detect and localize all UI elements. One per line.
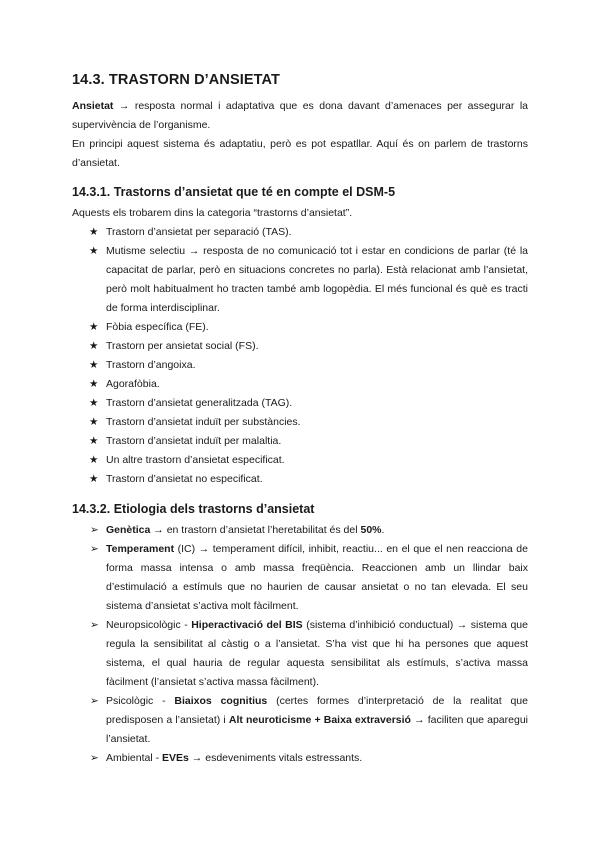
list-item-text: Agorafòbia. <box>106 378 160 390</box>
list-item-ambiental: ➢ Ambiental - EVEs → esdeveniments vitals estressants. <box>72 749 528 768</box>
document-page <box>72 72 528 768</box>
intro-paragraph-2: En principi aquest sistema és adaptatiu, però es pot espatllar. Aquí és on parlem de trastorns d’ansietat. <box>72 138 528 169</box>
list-item <box>72 223 528 242</box>
list-item-text: Mutisme selectiu → resposta de no comunicació tot i estar en condicions de parlar (té la capacitat de parlar, però en situacions concretes no parla). Està relacionat amb l’ansietat, però molt habitualment ho tracten també amb logopèdia. El més funcional és què es tracti de forma interdisciplinar. <box>106 245 528 314</box>
section-title: 14.3. TRASTORN D’ANSIETAT <box>72 72 280 88</box>
list-item-text: Trastorn d’ansietat per separació (TAS). <box>106 226 292 238</box>
list-item <box>72 242 528 318</box>
star-bullet-icon: ★ <box>89 359 99 371</box>
list-item-genetica: ➢ Genètica → en trastorn d’ansietat l’heretabilitat és del 50%. <box>72 521 528 540</box>
subsection-title-etiologia: 14.3.2. Etiologia dels trastorns d’ansietat <box>72 502 315 516</box>
etiology-list <box>72 521 528 768</box>
list-item-text: Trastorn d’ansietat induït per substàncies. <box>106 416 301 428</box>
arrow-bullet-icon: ➢ <box>90 752 99 764</box>
star-bullet-icon: ★ <box>89 340 99 352</box>
list-item <box>72 394 528 413</box>
list-item <box>72 337 528 356</box>
list-item-text: Trastorn per ansietat social (FS). <box>106 340 259 352</box>
arrow-bullet-icon: ➢ <box>90 524 99 536</box>
arrow-bullet-icon: ➢ <box>90 543 99 555</box>
list-item <box>72 413 528 432</box>
list-item-text: Trastorn d’ansietat generalitzada (TAG). <box>106 397 293 409</box>
list-item <box>72 375 528 394</box>
list-item-psicologic: ➢ Psicològic - Biaixos cognitius (certes formes d’interpretació de la realitat que predisposen a l’ansietat) i Alt neuroticisme + Baixa extraversió → faciliten que aparegui l’ansietat. <box>72 692 528 749</box>
term-ansietat: Ansietat <box>72 100 114 112</box>
list-item <box>72 318 528 337</box>
list-item-text: Trastorn d’ansietat no especificat. <box>106 473 263 485</box>
star-bullet-icon: ★ <box>89 397 99 409</box>
list-item <box>72 470 528 489</box>
arrow-bullet-icon: ➢ <box>90 695 99 707</box>
list-item-text: Trastorn d’angoixa. <box>106 359 196 371</box>
list-item <box>72 432 528 451</box>
list-item-text: Un altre trastorn d’ansietat especificat. <box>106 454 285 466</box>
list-item-text: Trastorn d’ansietat induït per malaltia. <box>106 435 282 447</box>
list-item <box>72 356 528 375</box>
star-bullet-icon: ★ <box>89 245 99 257</box>
star-bullet-icon: ★ <box>89 321 99 333</box>
list-item-neuropsicologic: ➢ Neuropsicològic - Hiperactivació del BIS (sistema d’inhibició conductual) → sistema que regula la sensibilitat al càstig o a l’ansietat. S’ha vist que hi ha persones que aquest sistema, el qual hauria de regular aquesta sensibilitat als estímuls, s’activa massa fàcilment (l’ansietat s’activa massa fàcilment). <box>72 616 528 692</box>
star-bullet-icon: ★ <box>89 473 99 485</box>
star-bullet-icon: ★ <box>89 416 99 428</box>
list-item-temperament: ➢ Temperament (IC) → temperament difícil, inhibit, reactiu... en el que el nen reacciona de forma massa intensa o amb massa freqüència. Reaccionen amb un llindar baix d’estimulació a estímuls que no haurien de causar ansietat o no tan elevada. El seu sistema d’ansietat s’activa molt fàcilment. <box>72 540 528 616</box>
list-item <box>72 451 528 470</box>
star-bullet-icon: ★ <box>89 454 99 466</box>
list-item-text: Fòbia específica (FE). <box>106 321 209 333</box>
subsection-title-dsm5: 14.3.1. Trastorns d’ansietat que té en compte el DSM-5 <box>72 185 396 199</box>
arrow-bullet-icon: ➢ <box>90 619 99 631</box>
intro-paragraph-1: Ansietat → resposta normal i adaptativa que es dona davant d’amenaces per assegurar la supervivència de l’organisme. <box>72 100 528 131</box>
star-bullet-icon: ★ <box>89 378 99 390</box>
star-bullet-icon: ★ <box>89 435 99 447</box>
subsection-lead: Aquests els trobarem dins la categoria “trastorns d’ansietat”. <box>72 207 353 219</box>
star-bullet-icon: ★ <box>89 226 99 238</box>
dsm5-disorder-list <box>72 223 528 489</box>
